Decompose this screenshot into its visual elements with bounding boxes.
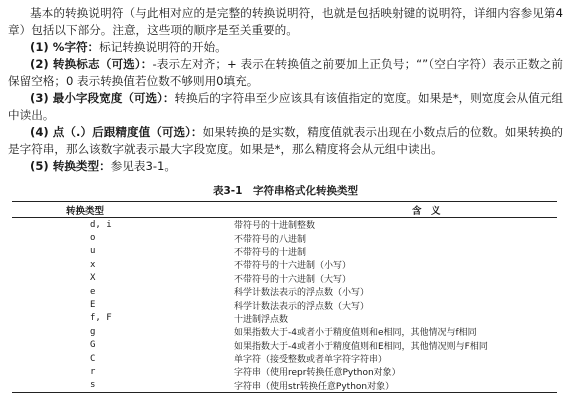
item-text: 参见表3-1。 [110,159,177,173]
conversion-types-table [12,201,557,393]
cell-meaning: 字符串（使用str转换任意Python对象） [234,379,557,393]
table-row [12,312,557,325]
cell-meaning: 科学计数法表示的浮点数（小写） [234,288,370,299]
item-percent-char [8,39,563,56]
item-text: 标记转换说明符的开始。 [99,40,227,54]
item-precision [8,124,563,158]
table-row [12,365,557,378]
cell-type: u [90,246,96,257]
item-label: (2) 转换标志（可选）： [30,57,153,71]
cell-type: C [90,353,96,364]
item-text: -表示左对齐；+ 表示在转换值之前要加上正负号；“”（空白字符）表示正数之前保留空格；0 表示转换值若位数不够则用0填充。 [8,57,563,88]
cell-meaning: 如果指数大于-4或者小于精度值则和e相同，其他情况与f相同 [234,328,477,339]
item-min-width [8,90,563,124]
cell-meaning: 带符号的十进制整数 [234,221,316,232]
item-label: (3) 最小字段宽度（可选）： [30,91,175,105]
table-row [12,352,557,365]
item-text: 如果转换的是实数，精度值就表示出现在小数点后的位数。如果转换的是字符串，那么该数字就表示最大字段宽度。如果是*，那么精度将会从元组中读出。 [8,125,563,156]
table-row [12,325,557,338]
cell-type: X [90,273,96,284]
table-row [12,285,557,298]
cell-type: r [90,366,96,377]
table-title: 表3-1 字符串格式化转换类型 [213,185,358,197]
cell-type: e [90,286,96,297]
item-label: (5) 转换类型： [30,159,111,173]
intro-paragraph [8,5,563,39]
item-conversion-flags [8,56,563,90]
cell-type: o [90,233,96,244]
cell-type: s [12,379,234,393]
table-row [12,258,557,271]
cell-meaning: 不带符号的十六进制（小写） [234,261,352,272]
table-row [12,231,557,244]
cell-meaning: 十进制浮点数 [234,314,289,325]
cell-type: f, F [90,313,112,324]
table-row [12,218,557,232]
item-label: (4) 点（.）后跟精度值（可选）： [30,125,203,139]
table-header-row [12,202,557,218]
cell-meaning: 如果指数大于-4或者小于精度值则和E相同，其他情况则与F相同 [234,341,488,352]
table-row [12,339,557,352]
cell-type: x [90,259,96,270]
table-row [12,245,557,258]
item-label: (1) %字符： [30,40,100,54]
header-conversion-type: 转换类型 [12,202,234,218]
cell-meaning: 不带符号的十六进制（大写） [234,274,352,285]
table-row [12,272,557,285]
item-conversion-type [8,158,563,175]
cell-type: G [90,340,96,351]
cell-type: d, i [90,219,112,230]
item-text: 转换后的字符串至少应该具有该值指定的宽度。如果是*，则宽度会从值元组中读出。 [8,91,563,122]
cell-type: g [90,326,96,337]
cell-type: E [90,300,96,311]
cell-meaning: 单字符（接受整数或者单字符字符串） [234,355,388,366]
table-row [12,298,557,311]
cell-meaning: 字符串（使用repr转换任意Python对象） [234,368,401,379]
cell-meaning: 不带符号的十进制 [234,247,307,258]
paragraph-text: 基本的转换说明符（与此相对应的是完整的转换说明符，也就是包括映射键的说明符，详细内容参见第4章）包括以下部分。注意，这些项的顺序是至关重要的。 [8,6,563,37]
cell-meaning: 科学计数法表示的浮点数（大写） [234,301,370,312]
cell-meaning: 不带符号的八进制 [234,234,307,245]
table-row [12,379,557,393]
header-meaning: 含 义 [234,202,557,218]
